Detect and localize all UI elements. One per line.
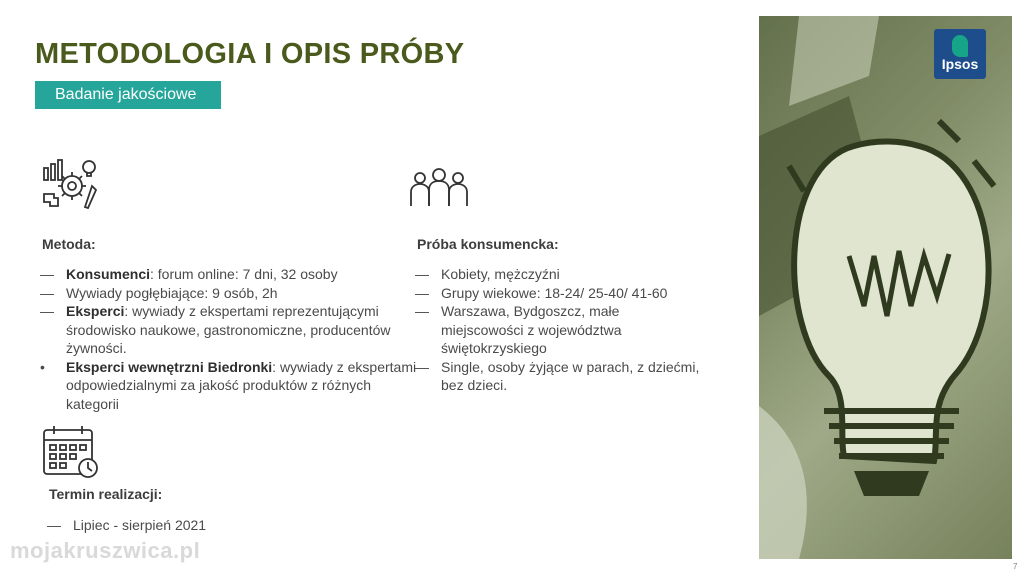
page-title: METODOLOGIA I OPIS PRÓBY (35, 38, 465, 70)
list-item: — Warszawa, Bydgoszcz, małe miejscowości z województwa świętokrzyskiego (415, 303, 622, 356)
metoda-list (40, 265, 420, 413)
list-item: — Grupy wiekowe: 18-24/ 25-40/ 41-60 (415, 284, 668, 301)
people-group-icon (408, 168, 470, 208)
subtitle-badge: Badanie jakościowe (35, 81, 221, 109)
page-number: 7 (1013, 562, 1018, 571)
termin-heading: Termin realizacji: (49, 486, 163, 502)
calendar-clock-icon (42, 424, 100, 480)
list-item: — Wywiady pogłębiające: 9 osób, 2h (40, 284, 278, 301)
list-item: • Eksperci wewnętrzni Biedronki: wywiady z ekspertami odpowiedzialnymi za jakość produktów z różnych kategorii (40, 358, 417, 412)
proba-list (415, 265, 725, 395)
lightbulb-photo (759, 16, 1012, 559)
logo-mark-icon (952, 35, 968, 57)
proba-heading: Próba konsumencka: (417, 236, 559, 252)
list-item: — Kobiety, mężczyźni (415, 266, 560, 282)
watermark: mojakruszwica.pl (10, 538, 201, 563)
termin-list (47, 516, 347, 535)
list-item: — Eksperci: wywiady z ekspertami reprezentującymi środowisko naukowe, gastronomiczne, producentów żywności. (40, 303, 391, 356)
ipsos-logo: Ipsos (934, 29, 986, 79)
analytics-gear-icon (42, 158, 100, 214)
list-item: — Lipiec - sierpień 2021 (47, 517, 207, 533)
list-item: — Single, osoby żyjące w parach, z dziećmi, bez dzieci. (415, 358, 700, 393)
list-item: — Konsumenci: forum online: 7 dni, 32 osoby (40, 266, 338, 282)
metoda-heading: Metoda: (42, 236, 96, 252)
